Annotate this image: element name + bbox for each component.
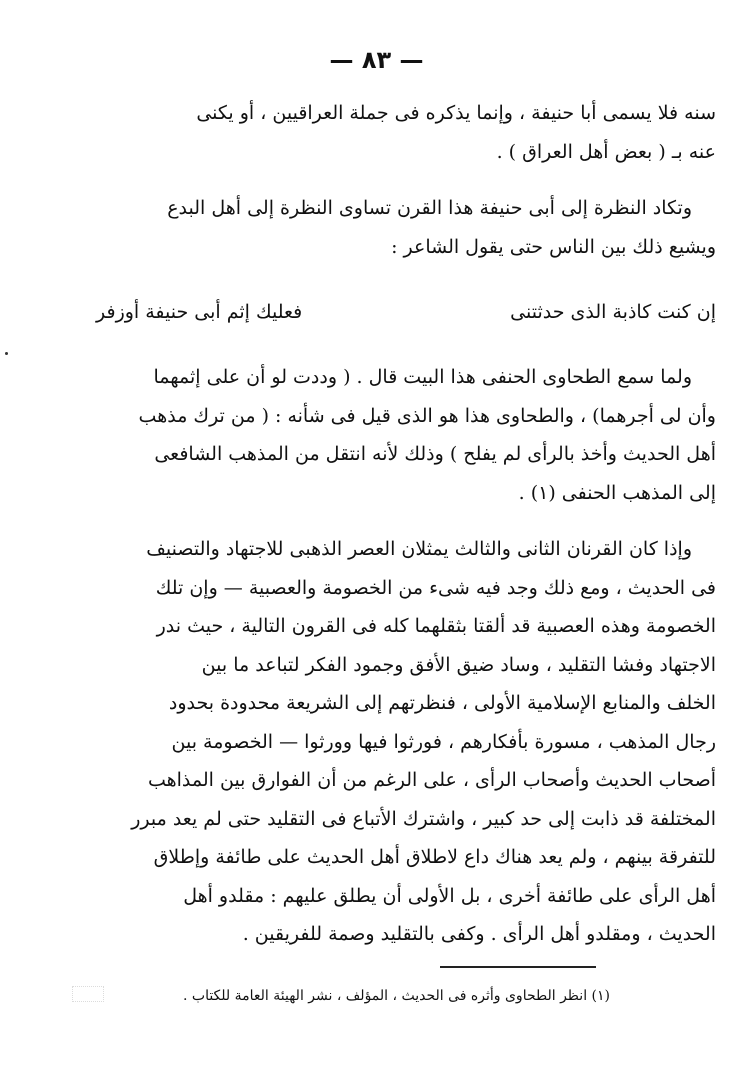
paragraph-4-line: للتفرقة بينهم ، ولم يعد هناك داع لاطلاق أهل الحديث على طائفة وإطلاق [153,846,716,868]
verse-second-hemistich: فعليك إثم أبى حنيفة أوزفر [96,301,303,323]
paragraph-2-line: ويشيع ذلك بين الناس حتى يقول الشاعر : [391,235,716,258]
footnote-separator [440,966,596,968]
paragraph-4-line: رجال المذهب ، مسورة بأفكارهم ، فورثوا فيها وورثوا — الخصومة بين [171,730,716,753]
paragraph-1-line: عنه بـ ( بعض أهل العراق ) . [496,140,716,163]
page-number: — ٨٣ — [329,46,424,74]
library-stamp-mark [72,986,104,1002]
paragraph-3-line: أهل الحديث وأخذ بالرأى لم يفلح ) وذلك لأنه انتقل من المذهب الشافعى [154,443,716,465]
footnote: (١) انظر الطحاوى وأثره فى الحديث ، المؤلف ، نشر الهيئة العامة للكتاب . [182,988,610,1004]
body-text [96,94,716,954]
paragraph-3-line: ولما سمع الطحاوى الحنفى هذا البيت قال . ( وددت لو أن على إثمهما [153,366,692,388]
paragraph-4-line: الخلف والمنابع الإسلامية الأولى ، فنظرتهم إلى الشريعة محدودة بحدود [168,692,716,714]
paragraph-3-line: وأن لى أجرهما) ، والطحاوى هذا هو الذى قيل فى شأنه : ( من ترك مذهب [138,404,716,427]
paragraph-4-line: وإذا كان القرنان الثانى والثالث يمثلان العصر الذهبى للاجتهاد والتصنيف [146,538,692,560]
verse-first-hemistich: إن كنت كاذبة الذى حدثتنى [510,301,716,323]
paragraph-4-line: أصحاب الحديث وأصحاب الرأى ، على الرغم من أن الفوارق بين المذاهب [147,769,716,791]
paragraph-4-line: أهل الرأى على طائفة أخرى ، بل الأولى أن يطلق عليهم : مقلدو أهل [183,884,716,907]
paragraph-4-line: الحديث ، ومقلدو أهل الرأى . وكفى بالتقليد وصمة للفريقين . [242,923,716,945]
paragraph-4-line: فى الحديث ، ومع ذلك وجد فيه شىء من الخصومة والعصبية — وإن تلك [155,576,716,599]
paragraph-4-line: الاجتهاد وفشا التقليد ، وساد ضيق الأفق وجمود الفكر لتباعد ما بين [201,653,716,676]
paragraph-3-line: إلى المذهب الحنفى (١) . [518,481,716,504]
poetry-verse [96,284,716,340]
margin-speck [5,352,8,355]
paragraph-2-line: وتكاد النظرة إلى أبى حنيفة هذا القرن تساوى النظرة إلى أهل البدع [167,197,692,219]
paragraph-4-line: المختلفة قد ذابت إلى حد كبير ، واشترك الأتباع فى التقليد حتى لم يعد مبرر [131,807,716,830]
paragraph-1-line: سنه فلا يسمى أبا حنيفة ، وإنما يذكره فى جملة العراقيين ، أو يكنى [196,102,716,124]
paragraph-4-line: الخصومة وهذه العصبية قد ألقتا بثقلهما كله فى القرون التالية ، حيث ندر [156,615,716,637]
